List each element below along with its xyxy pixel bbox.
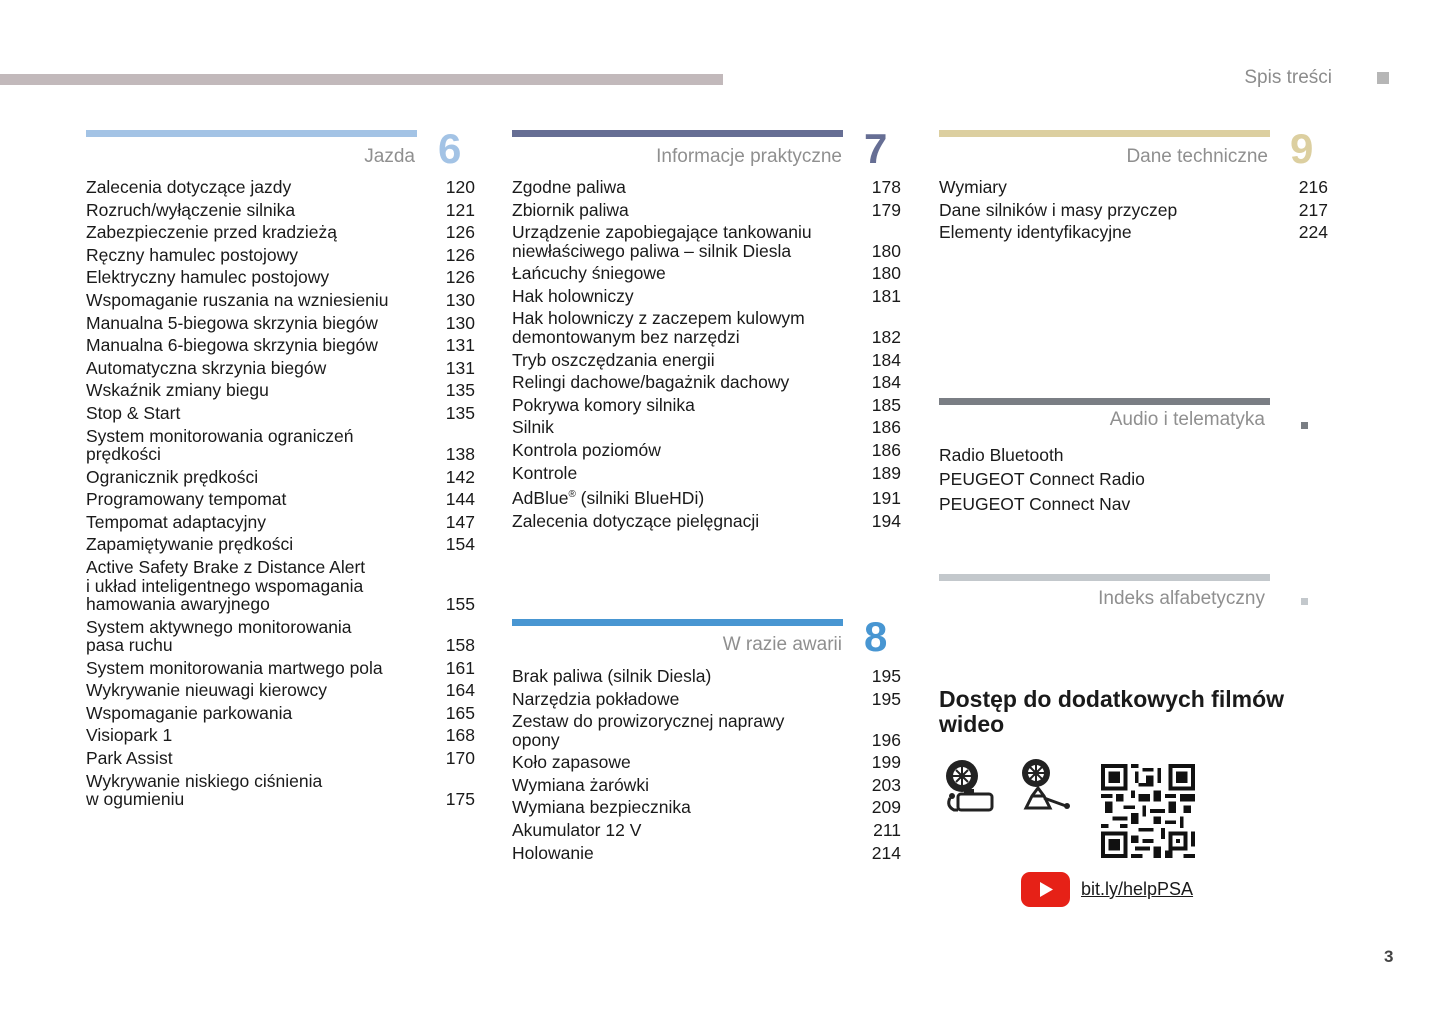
- toc-entry-title: Wspomaganie ruszania na wzniesieniu: [86, 289, 389, 310]
- section-bar-awarie: [512, 619, 843, 626]
- toc-entry-title: Wymiana bezpiecznika: [512, 797, 691, 818]
- toc-entry-title: Visiopark 1: [86, 725, 173, 746]
- toc-entry[interactable]: [939, 201, 1328, 220]
- video-heading: Dostęp do dodatkowych filmów wideo: [939, 686, 1285, 737]
- header-bar: [0, 74, 723, 85]
- toc-entry-page: 175: [445, 789, 475, 810]
- toc-entry-page: 182: [871, 326, 901, 347]
- toc-entry[interactable]: [86, 749, 475, 768]
- toc-entry-title: Urządzenie zapobiegające tankowaniu niewłaściwego paliwa – silnik Diesla: [512, 222, 812, 261]
- toc-entry[interactable]: [512, 486, 901, 507]
- toc-entry-page: 130: [445, 289, 475, 310]
- toc-entry-title: Wymiana żarówki: [512, 774, 649, 795]
- toc-entry-page: 158: [445, 635, 475, 656]
- toc-entry-title: Pokrywa komory silnika: [512, 394, 695, 415]
- audio-item: Radio Bluetooth: [939, 445, 1064, 465]
- toc-entry-title: Wspomaganie parkowania: [86, 702, 293, 723]
- toc-entry[interactable]: [512, 223, 901, 260]
- toc-entry-title: Holowanie: [512, 842, 594, 863]
- toc-entry-title: Łańcuchy śniegowe: [512, 263, 666, 284]
- toc-entry[interactable]: [86, 659, 475, 678]
- toc-entry-title: Manualna 6-biegowa skrzynia biegów: [86, 335, 378, 356]
- toc-entry-title: Elementy identyfikacyjne: [939, 222, 1132, 243]
- toc-list-dane: [939, 178, 1328, 246]
- toc-entry[interactable]: [86, 535, 475, 554]
- toc-entry-page: 217: [1298, 199, 1328, 220]
- section-number-informacje: 7: [864, 125, 888, 172]
- toc-entry-page: 224: [1298, 222, 1328, 243]
- toc-entry[interactable]: [86, 704, 475, 723]
- toc-entry[interactable]: [512, 690, 901, 709]
- section-title-indeks: Indeks alfabetyczny: [1098, 588, 1265, 609]
- toc-entry-page: 184: [871, 372, 901, 393]
- toc-entry-title: Wskaźnik zmiany biegu: [86, 380, 269, 401]
- toc-entry[interactable]: [512, 798, 901, 817]
- section-title-awarie: W razie awarii: [722, 634, 842, 655]
- toc-entry-page: 184: [871, 349, 901, 370]
- toc-entry-title: Zgodne paliwa: [512, 177, 626, 197]
- toc-entry-title: Narzędzia pokładowe: [512, 688, 680, 709]
- toc-entry[interactable]: [86, 558, 475, 614]
- toc-entry-title: Zestaw do prowizorycznej naprawy opony: [512, 711, 785, 750]
- toc-entry-page: 121: [445, 199, 475, 220]
- toc-entry[interactable]: [512, 264, 901, 283]
- toc-entry-page: 180: [871, 240, 901, 261]
- toc-entry-title: Dane silników i masy przyczep: [939, 199, 1178, 220]
- section-bar-audio: [939, 398, 1270, 405]
- tyre-repair-kit-icon: [942, 758, 996, 821]
- toc-entry-page: 186: [871, 417, 901, 438]
- toc-entry[interactable]: [512, 201, 901, 220]
- toc-entry-page: 194: [871, 510, 901, 531]
- toc-entry-title: System monitorowania martwego pola: [86, 657, 383, 678]
- toc-entry-page: 126: [445, 244, 475, 265]
- toc-entry[interactable]: [512, 667, 901, 686]
- toc-entry[interactable]: [86, 336, 475, 355]
- toc-entry-page: 120: [445, 177, 475, 197]
- toc-entry[interactable]: [512, 753, 901, 772]
- toc-entry-title: Manualna 5-biegowa skrzynia biegów: [86, 312, 378, 333]
- toc-entry-page: 191: [871, 487, 901, 508]
- toc-entry[interactable]: [86, 427, 475, 464]
- toc-entry-page: 185: [871, 394, 901, 415]
- toc-entry-title: Wykrywanie nieuwagi kierowcy: [86, 680, 328, 701]
- page-number: 3: [1384, 947, 1394, 966]
- toc-entry-page: 196: [871, 729, 901, 750]
- section-title-jazda: Jazda: [364, 146, 415, 167]
- toc-entry-title: Wymiary: [939, 177, 1007, 197]
- toc-entry-title: Stop & Start: [86, 402, 181, 423]
- section-title-informacje: Informacje praktyczne: [656, 146, 842, 167]
- toc-entry-title: Relingi dachowe/bagażnik dachowy: [512, 372, 790, 393]
- toc-entry-title: Ogranicznik prędkości: [86, 466, 259, 487]
- section-number-jazda: 6: [438, 125, 462, 172]
- toc-entry-title: Rozruch/wyłączenie silnika: [86, 199, 296, 220]
- toc-entry-title: Elektryczny hamulec postojowy: [86, 267, 330, 288]
- toc-entry[interactable]: [86, 201, 475, 220]
- section-bar-jazda: [86, 130, 417, 137]
- toc-entry[interactable]: [512, 418, 901, 437]
- section-dot-audio: [1301, 422, 1308, 429]
- toc-entry-page: 186: [871, 439, 901, 460]
- toc-entry-page: 211: [873, 820, 901, 841]
- toc-entry[interactable]: [86, 404, 475, 423]
- toc-entry-title: Automatyczna skrzynia biegów: [86, 357, 327, 378]
- header-title: Spis treści: [1244, 67, 1332, 88]
- toc-entry-title: System monitorowania ograniczeń prędkości: [86, 425, 354, 465]
- toc-entry[interactable]: [86, 359, 475, 378]
- toc-entry-page: 144: [445, 489, 475, 510]
- toc-entry-page: 199: [871, 752, 901, 773]
- toc-entry-page: 209: [871, 797, 901, 818]
- car-jack-wheel-icon: [1018, 758, 1074, 819]
- section-title-dane: Dane techniczne: [1126, 146, 1268, 167]
- toc-entry-title: AdBlue® (silniki BlueHDi): [512, 487, 705, 508]
- toc-entry[interactable]: [512, 512, 901, 531]
- toc-entry[interactable]: [86, 268, 475, 287]
- toc-entry[interactable]: [86, 381, 475, 400]
- toc-entry[interactable]: [512, 287, 901, 306]
- toc-entry-page: 131: [445, 335, 475, 356]
- toc-entry[interactable]: [512, 844, 901, 863]
- toc-entry-title: Hak holowniczy: [512, 285, 634, 306]
- toc-entry-page: 161: [445, 657, 475, 678]
- toc-entry[interactable]: [512, 712, 901, 749]
- toc-entry[interactable]: [86, 681, 475, 700]
- section-number-dane: 9: [1290, 125, 1314, 172]
- toc-entry[interactable]: [512, 821, 901, 840]
- section-title-audio: Audio i telematyka: [1109, 409, 1265, 430]
- video-link[interactable]: bit.ly/helpPSA: [1081, 879, 1194, 899]
- toc-entry-page: 216: [1298, 177, 1328, 197]
- toc-entry-page: 135: [445, 402, 475, 423]
- toc-entry[interactable]: [86, 468, 475, 487]
- toc-entry-page: 165: [445, 702, 475, 723]
- toc-entry-page: 178: [871, 177, 901, 197]
- section-dot-indeks: [1301, 598, 1308, 605]
- toc-entry-title: Brak paliwa (silnik Diesla): [512, 666, 712, 686]
- toc-entry-title: Hak holowniczy z zaczepem kulowym demontowanym bez narzędzi: [512, 308, 805, 347]
- toc-entry-title: Programowany tempomat: [86, 489, 287, 510]
- toc-entry-title: System aktywnego monitorowania pasa ruchu: [86, 616, 352, 656]
- toc-entry-title: Ręczny hamulec postojowy: [86, 244, 299, 265]
- toc-entry-title: Zbiornik paliwa: [512, 199, 629, 220]
- toc-entry[interactable]: [86, 490, 475, 509]
- toc-entry-title: Tempomat adaptacyjny: [86, 511, 266, 532]
- toc-entry[interactable]: [86, 618, 475, 655]
- toc-entry-page: 189: [871, 462, 901, 483]
- toc-entry-page: 195: [871, 688, 901, 709]
- toc-entry[interactable]: [86, 223, 475, 242]
- toc-entry-title: Park Assist: [86, 748, 173, 769]
- toc-entry-title: Zapamiętywanie prędkości: [86, 534, 294, 555]
- toc-entry-title: Zalecenia dotyczące pielęgnacji: [512, 510, 760, 531]
- toc-entry-page: 130: [445, 312, 475, 333]
- toc-entry[interactable]: [939, 178, 1328, 197]
- toc-entry[interactable]: [512, 351, 901, 370]
- toc-entry-title: Tryb oszczędzania energii: [512, 349, 715, 370]
- toc-entry[interactable]: [86, 291, 475, 310]
- toc-entry-page: 203: [871, 774, 901, 795]
- toc-entry[interactable]: [512, 464, 901, 483]
- toc-entry[interactable]: [512, 776, 901, 795]
- toc-list-informacje: [512, 178, 901, 534]
- toc-entry-page: 168: [445, 725, 475, 746]
- toc-entry[interactable]: [86, 726, 475, 745]
- toc-entry-page: 142: [445, 466, 475, 487]
- toc-entry-page: 181: [871, 285, 901, 306]
- toc-entry[interactable]: [512, 396, 901, 415]
- toc-entry-page: 138: [445, 444, 475, 465]
- toc-entry-page: 126: [445, 267, 475, 288]
- toc-entry-title: Zalecenia dotyczące jazdy: [86, 177, 292, 197]
- toc-entry-title: Kontrole: [512, 462, 578, 483]
- toc-entry[interactable]: [86, 178, 475, 197]
- youtube-play-icon[interactable]: [1021, 872, 1070, 907]
- toc-entry-page: 126: [445, 222, 475, 243]
- toc-entry-page: 179: [871, 199, 901, 220]
- toc-entry-page: 131: [445, 357, 475, 378]
- header-square-icon: [1377, 72, 1389, 84]
- toc-entry[interactable]: [512, 309, 901, 346]
- toc-entry-title: Silnik: [512, 417, 554, 438]
- toc-list-awarie: [512, 667, 901, 866]
- toc-entry-page: 147: [445, 511, 475, 532]
- toc-entry-title: Active Safety Brake z Distance Alert i układ inteligentnego wspomagania hamowania awaryjnego: [86, 557, 366, 614]
- toc-entry-title: Koło zapasowe: [512, 752, 631, 773]
- section-bar-dane: [939, 130, 1270, 137]
- toc-entry[interactable]: [86, 314, 475, 333]
- toc-entry-title: Wykrywanie niskiego ciśnienia w ogumieniu: [86, 770, 323, 810]
- toc-entry[interactable]: [512, 441, 901, 460]
- toc-entry-page: 170: [445, 748, 475, 769]
- toc-entry[interactable]: [939, 223, 1328, 242]
- toc-entry-page: 214: [871, 842, 901, 863]
- section-bar-informacje: [512, 130, 843, 137]
- toc-entry[interactable]: [86, 246, 475, 265]
- toc-entry-page: 195: [871, 666, 901, 686]
- toc-entry[interactable]: [86, 772, 475, 809]
- toc-entry[interactable]: [512, 178, 901, 197]
- audio-item: PEUGEOT Connect Nav: [939, 493, 1131, 514]
- toc-entry[interactable]: [86, 513, 475, 532]
- qr-code-icon[interactable]: [1101, 764, 1195, 858]
- audio-item: PEUGEOT Connect Radio: [939, 469, 1145, 490]
- section-bar-indeks: [939, 574, 1270, 581]
- toc-entry-page: 155: [445, 594, 475, 614]
- toc-entry-page: 135: [445, 380, 475, 401]
- audio-list: [939, 446, 1269, 519]
- toc-entry-title: Zabezpieczenie przed kradzieżą: [86, 222, 337, 243]
- toc-list-jazda: [86, 178, 475, 813]
- toc-entry[interactable]: [512, 373, 901, 392]
- toc-entry-page: 164: [445, 680, 475, 701]
- toc-entry-title: Kontrola poziomów: [512, 439, 661, 460]
- toc-entry-page: 180: [871, 263, 901, 284]
- toc-entry-title: Akumulator 12 V: [512, 820, 642, 841]
- section-number-awarie: 8: [864, 613, 888, 660]
- toc-entry-page: 154: [445, 534, 475, 555]
